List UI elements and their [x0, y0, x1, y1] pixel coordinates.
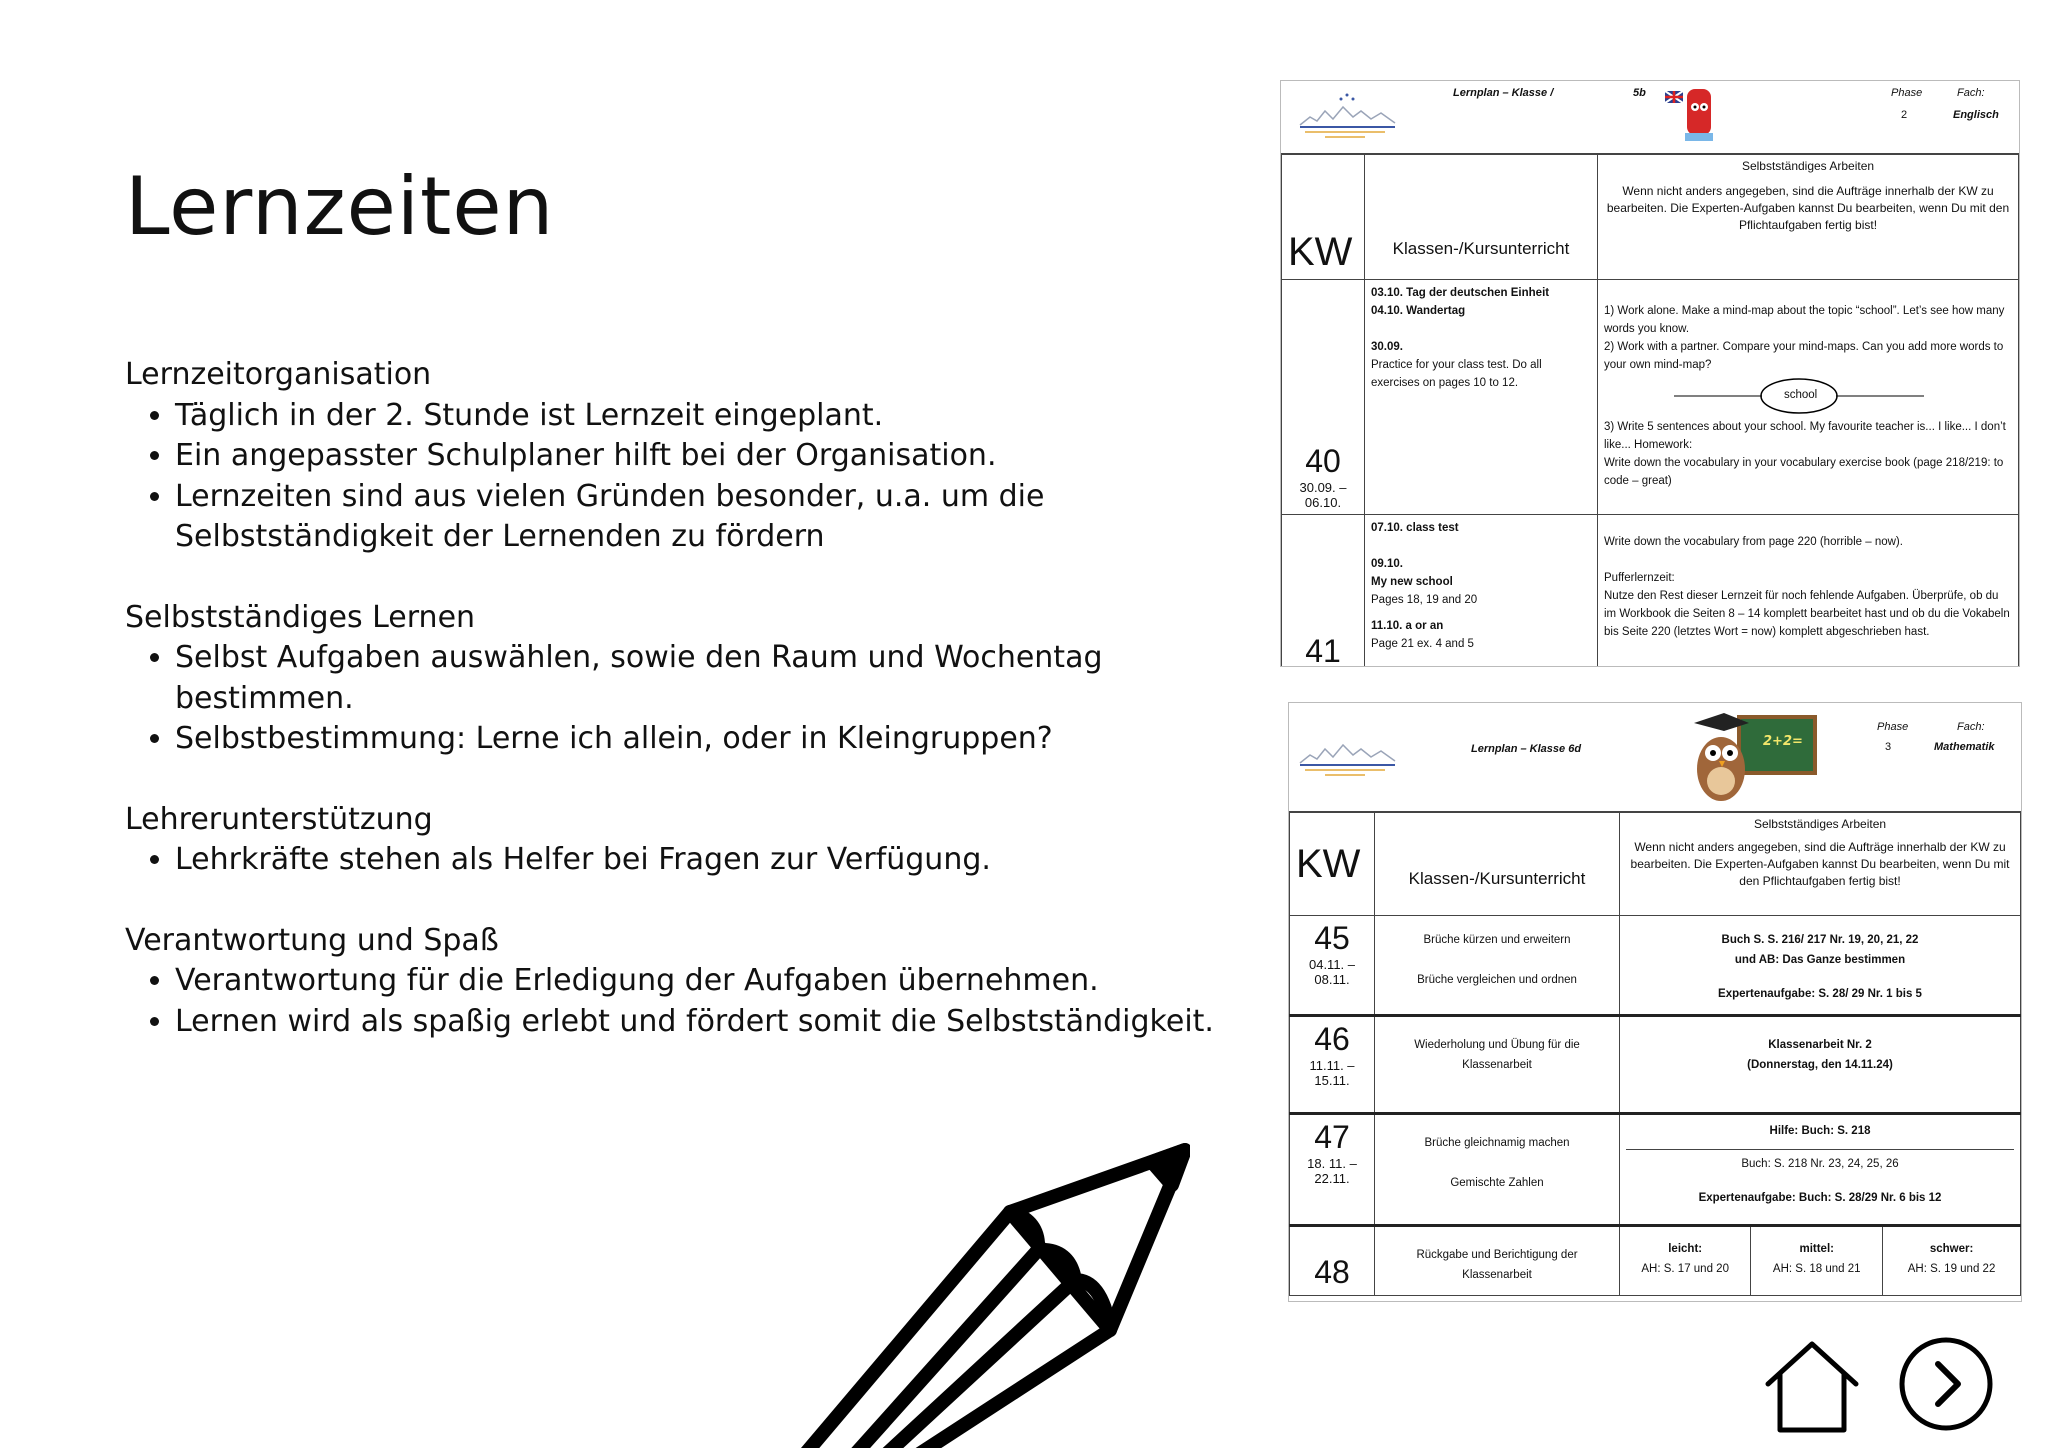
section-selbststaendiges-lernen: [125, 598, 1265, 760]
level-value: AH: S. 18 und 21: [1772, 1263, 1861, 1275]
class-entry: 30.09.: [1371, 341, 1403, 353]
lernplan-table: [1289, 812, 2021, 1296]
phase-value: 2: [1901, 109, 1908, 121]
class-entry: Brüche gleichnamig machen: [1424, 1137, 1570, 1149]
section-lehrerunterstuetzung: [125, 800, 1265, 881]
chevron-right-icon: [1938, 1364, 1958, 1404]
lernplan-englisch-image: [1280, 80, 2020, 667]
task-entry: Nutze den Rest dieser Lernzeit für noch fehlende Aufgaben. Überprüfe, ob du im Workbook die Seiten 8 – 14 komplett bearbeitet hast und ob du die Vokabeln bis Seite 220 (letztes Wort = now) komplett abgeschrieben hast.: [1604, 590, 2010, 638]
task-entry: Write down the vocabulary from page 220 (horrible – now).: [1604, 536, 1903, 548]
class-entry: Pages 18, 19 and 20: [1371, 594, 1478, 606]
task-entry: und AB: Das Ganze bestimmen: [1734, 954, 1906, 966]
list-item: • Täglich in der 2. Stunde ist Lernzeit eingeplant.: [175, 396, 1265, 437]
chalkboard-text: 2+2=: [1763, 734, 1803, 749]
class-entry: My new school: [1371, 576, 1453, 588]
london-mascot-icon: [1663, 85, 1723, 147]
list-item: • Selbst Aufgaben auswählen, sowie den Raum und Wochentag bestimmen.: [175, 638, 1265, 719]
fach-label: Fach:: [1957, 87, 1985, 99]
fach-value: Englisch: [1953, 109, 1999, 121]
class-entry: Practice for your class test. Do all exercises on pages 10 to 12.: [1371, 359, 1542, 389]
week-number: 47: [1314, 1119, 1350, 1155]
page-title: Lernzeiten: [125, 160, 555, 253]
task-entry: Hilfe: Buch: S. 218: [1626, 1121, 2014, 1150]
section-lernzeitorganisation: [125, 355, 1265, 558]
lernplan-mathematik-image: [1288, 702, 2022, 1302]
owl-teacher-icon: [1689, 709, 1819, 807]
class-entry: Rückgabe und Berichtigung der Klassenarbeit: [1375, 1226, 1620, 1296]
week-number: 48: [1314, 1254, 1350, 1290]
self-work-text: Wenn nicht anders angegeben, sind die Aufträge innerhalb der KW zu bearbeiten. Die Experten-Aufgaben kannst Du bearbeiten, wenn Du mit den Pflichtaufgaben fertig bist!: [1630, 840, 2010, 888]
class-column-header: Klassen-/Kursunterricht: [1365, 155, 1598, 280]
level-label: leicht:: [1668, 1243, 1703, 1255]
task-entry: 3) Write 5 sentences about your school. My favourite teacher is... I like... I don’t like... Homework:: [1604, 421, 2006, 451]
doc-title: Lernplan – Klasse 6d: [1471, 743, 1582, 755]
doc-class: 5b: [1633, 87, 1646, 99]
task-entry: Expertenaufgabe: S. 28/ 29 Nr. 1 bis 5: [1718, 988, 1922, 1000]
section-heading: Verantwortung und Spaß: [125, 922, 499, 958]
phase-label: Phase: [1877, 721, 1909, 733]
task-entry: Klassenarbeit Nr. 2: [1768, 1039, 1872, 1051]
class-column-header: Klassen-/Kursunterricht: [1375, 813, 1620, 916]
week-dates: 30.09. – 06.10.: [1299, 480, 1347, 510]
doc-header: [1289, 703, 2021, 812]
home-icon[interactable]: [1760, 1330, 1864, 1434]
week-number: 40: [1305, 443, 1341, 479]
week-number: 46: [1314, 1021, 1350, 1057]
list-item: • Ein angepasster Schulplaner hilft bei der Organisation.: [175, 436, 1265, 477]
fach-value: Mathematik: [1934, 741, 1995, 753]
self-work-title: Selbstständiges Arbeiten: [1741, 159, 1875, 173]
task-entry: (Donnerstag, den 14.11.24): [1747, 1059, 1893, 1071]
week-dates: 11.11. – 15.11.: [1309, 1058, 1355, 1088]
task-entry: 2) Work with a partner. Compare your mind-maps. Can you add more words to your own mind-map?: [1604, 341, 2004, 371]
class-entry: Wiederholung und Übung für die Klassenarbeit: [1375, 1016, 1620, 1114]
pencil-icon: [770, 1140, 1190, 1448]
class-entry: 09.10.: [1371, 558, 1403, 570]
kw-header: KW: [1288, 230, 1353, 274]
week-dates: 18. 11. – 22.11.: [1307, 1156, 1357, 1186]
mind-map: [1604, 374, 2012, 418]
doc-header: [1281, 81, 2019, 154]
class-entry: Page 21 ex. 4 and 5: [1371, 638, 1474, 650]
section-verantwortung-und-spass: [125, 921, 1265, 1043]
list-item: • Lernzeiten sind aus vielen Gründen besonder, u.a. um die Selbstständigkeit der Lernenden zu fördern: [175, 477, 1265, 558]
section-heading: Selbstständiges Lernen: [125, 599, 476, 635]
task-entry: Buch S. S. 216/ 217 Nr. 19, 20, 21, 22: [1721, 934, 1919, 946]
class-entry: Brüche vergleichen und ordnen: [1417, 974, 1577, 986]
fach-label: Fach:: [1957, 721, 1985, 733]
level-value: AH: S. 19 und 22: [1907, 1263, 1996, 1275]
next-button[interactable]: [1898, 1336, 1994, 1432]
class-entry: 04.10. Wandertag: [1371, 305, 1466, 317]
level-label: mittel:: [1799, 1243, 1834, 1255]
school-logo-icon: [1295, 725, 1405, 780]
class-entry: 07.10. class test: [1371, 522, 1459, 534]
kw-header: KW: [1296, 841, 1361, 886]
list-item: • Verantwortung für die Erledigung der Aufgaben übernehmen.: [175, 961, 1265, 1002]
list-item: • Lernen wird als spaßig erlebt und fördert somit die Selbstständigkeit.: [175, 1002, 1265, 1043]
list-item: • Lehrkräfte stehen als Helfer bei Fragen zur Verfügung.: [175, 840, 1265, 881]
level-label: schwer:: [1929, 1243, 1974, 1255]
list-item: • Selbstbestimmung: Lerne ich allein, oder in Kleingruppen?: [175, 719, 1265, 760]
section-heading: Lernzeitorganisation: [125, 357, 432, 392]
class-entry: Gemischte Zahlen: [1450, 1177, 1544, 1189]
week-number: 45: [1314, 920, 1350, 956]
task-entry: Buch: S. 218 Nr. 23, 24, 25, 26: [1741, 1158, 1899, 1170]
week-dates: 04.11. – 08.11.: [1308, 957, 1356, 987]
school-logo-icon: [1295, 87, 1405, 142]
lernplan-table: [1281, 154, 2019, 667]
level-value: AH: S. 17 und 20: [1641, 1263, 1729, 1275]
phase-label: Phase: [1891, 87, 1923, 99]
week-number: 41: [1305, 633, 1341, 667]
phase-value: 3: [1885, 741, 1892, 753]
class-entry: Brüche kürzen und erweitern: [1423, 934, 1571, 946]
self-work-title: Selbstständiges Arbeiten: [1753, 817, 1887, 831]
section-heading: Lehrerunterstützung: [125, 801, 433, 837]
task-entry: 1) Work alone. Make a mind-map about the topic “school”. Let’s see how many words you know.: [1604, 305, 2005, 335]
task-entry: Pufferlernzeit:: [1604, 572, 1675, 584]
doc-title: Lernplan – Klasse /: [1453, 87, 1554, 99]
class-entry: 03.10. Tag der deutschen Einheit: [1371, 287, 1550, 299]
self-work-text: Wenn nicht anders angegeben, sind die Aufträge innerhalb der KW zu bearbeiten. Die Experten-Aufgaben kannst Du bearbeiten, wenn Du mit den Pflichtaufgaben fertig bist!: [1606, 184, 2010, 232]
main-content: [125, 355, 1265, 1082]
task-entry: Expertenaufgabe: Buch: S. 28/29 Nr. 6 bis 12: [1698, 1192, 1942, 1204]
mind-map-center: school: [1784, 389, 1818, 401]
task-entry: Write down the vocabulary in your vocabulary exercise book (page 218/219: to code – great): [1604, 457, 2004, 487]
class-entry: 11.10. a or an: [1371, 620, 1444, 632]
